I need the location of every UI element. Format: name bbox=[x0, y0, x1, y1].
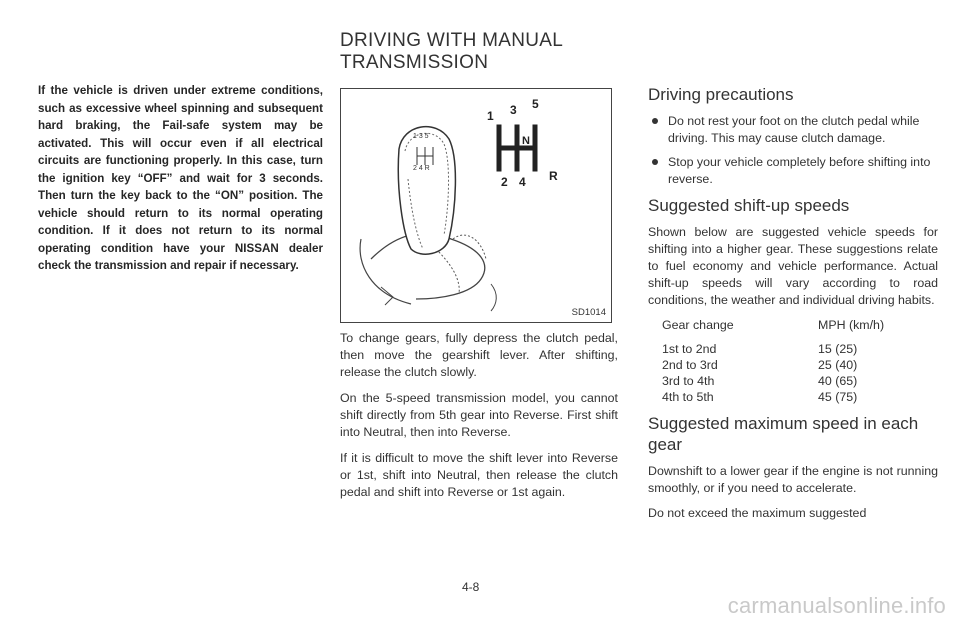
bullet-icon bbox=[652, 159, 658, 165]
max-speed-continued: Do not exceed the maximum suggested bbox=[648, 506, 867, 520]
figure-code: SD1014 bbox=[571, 307, 606, 318]
bullet-icon bbox=[652, 118, 658, 124]
shift-up-heading: Suggested shift-up speeds bbox=[648, 196, 850, 215]
gear-change-instructions bbox=[340, 330, 618, 510]
table-cell: 2nd to 3rd bbox=[662, 358, 718, 372]
gearshift-figure bbox=[340, 88, 612, 323]
bullet-text: Do not rest your foot on the clutch pedal while driving. This may cause clutch damage. bbox=[668, 114, 920, 145]
section-title-line1: DRIVING WITH MANUAL bbox=[340, 30, 564, 51]
right-column bbox=[648, 84, 938, 530]
section-title-line2: TRANSMISSION bbox=[340, 52, 489, 73]
gear-label-n: N bbox=[522, 135, 530, 147]
table-cell: 4th to 5th bbox=[662, 390, 714, 404]
gear-label-r: R bbox=[549, 169, 558, 183]
gear-label-4: 4 bbox=[519, 175, 526, 189]
failsafe-warning: If the vehicle is driven under extreme conditions, such as excessive wheel spinning and subsequent hard braking, the Fail-safe system may be activated. This will occur even if all electrical circuits are functioning properly. In this case, turn the ignition key “OFF” and wait for 3 seconds. Then turn the key back to the “ON” position. The vehicle should return to its normal operating condition. If it does not return to its normal operating condition have your NISSAN dealer check the transmission and repair if necessary. bbox=[38, 84, 323, 272]
paragraph: On the 5-speed transmission model, you cannot shift directly from 5th gear into Reverse. First shift into Neutral, then into Reverse. bbox=[340, 391, 618, 439]
section-title bbox=[340, 30, 640, 74]
driving-precautions-heading: Driving precautions bbox=[648, 85, 794, 104]
table-cell: 3rd to 4th bbox=[662, 374, 715, 388]
paragraph: If it is difficult to move the shift lever into Reverse or 1st, shift into Neutral, then release the clutch pedal and shift into Reverse or 1st again. bbox=[340, 451, 618, 499]
table-row bbox=[662, 373, 884, 389]
gearshift-illustration bbox=[341, 89, 611, 322]
list-item bbox=[648, 113, 938, 147]
table-cell: 25 (40) bbox=[818, 358, 858, 372]
watermark: carmanualsonline.info bbox=[727, 593, 946, 618]
gear-label-1: 1 bbox=[487, 109, 494, 123]
page-number: 4-8 bbox=[462, 580, 480, 594]
shift-up-paragraph: Shown below are suggested vehicle speeds for shifting into a higher gear. These suggestions relate to fuel economy and vehicle performance. Actual shift-up speeds will vary according to road conditions, the weather and individual driving habits. bbox=[648, 225, 938, 307]
list-item bbox=[648, 154, 938, 188]
table-cell: 40 (65) bbox=[818, 374, 858, 388]
knob-label-bottom: 2 4 R bbox=[413, 165, 430, 172]
column-header: Gear change bbox=[662, 318, 734, 332]
table-cell: 45 (75) bbox=[818, 390, 858, 404]
table-row bbox=[662, 341, 884, 357]
paragraph: To change gears, fully depress the clutch pedal, then move the gearshift lever. After shifting, release the clutch slowly. bbox=[340, 331, 618, 379]
table-cell: 1st to 2nd bbox=[662, 342, 717, 356]
column-header: MPH (km/h) bbox=[818, 318, 885, 332]
knob-label-top: 1 3 5 bbox=[413, 133, 429, 140]
gear-label-5: 5 bbox=[532, 97, 539, 111]
max-speed-heading: Suggested maximum speed in each gear bbox=[648, 414, 919, 454]
gear-label-2: 2 bbox=[501, 175, 508, 189]
bullet-text: Stop your vehicle completely before shifting into reverse. bbox=[668, 155, 931, 186]
table-cell: 15 (25) bbox=[818, 342, 858, 356]
max-speed-paragraph: Downshift to a lower gear if the engine is not running smoothly, or if you need to accelerate. bbox=[648, 464, 938, 495]
shift-up-table bbox=[662, 317, 884, 405]
table-header-row bbox=[662, 317, 884, 341]
gear-label-3: 3 bbox=[510, 103, 517, 117]
table-row bbox=[662, 389, 884, 405]
table-row bbox=[662, 357, 884, 373]
